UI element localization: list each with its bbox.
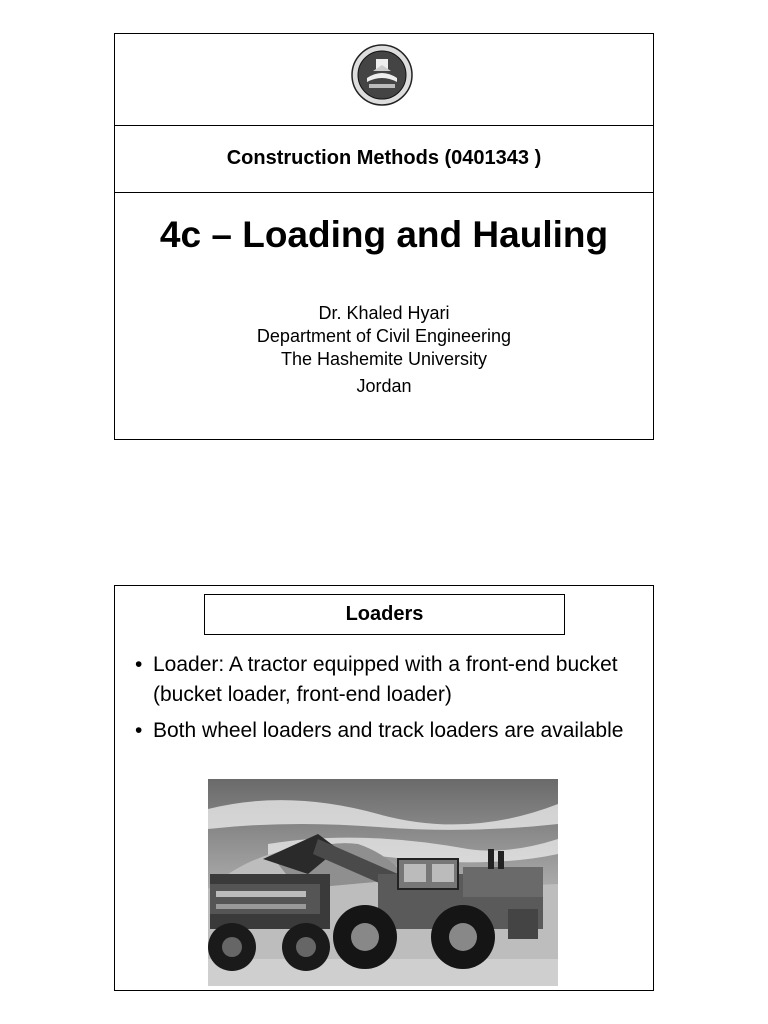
bullet-list — [133, 650, 638, 752]
slide-title: Loaders — [204, 594, 565, 635]
course-name: Construction Methods (0401343 ) — [226, 147, 542, 169]
title-slide — [114, 33, 654, 440]
bullet-item: • Loader: A tractor equipped with a front-end bucket (bucket loader, front-end loader) — [133, 650, 638, 710]
loaders-slide — [114, 585, 654, 991]
logo-band — [115, 34, 653, 126]
author-country: Jordan — [356, 376, 412, 396]
course-header — [115, 125, 653, 193]
author-university: The Hashemite University — [280, 349, 488, 369]
author-name: Dr. Khaled Hyari — [318, 303, 450, 323]
bullet-item: • Both wheel loaders and track loaders are available — [133, 716, 638, 746]
author-block — [115, 302, 653, 371]
university-logo — [351, 44, 413, 106]
lecture-title: 4c – Loading and Hauling — [159, 214, 609, 255]
svg-text:• • • •: • • • • — [373, 96, 391, 102]
author-department: Department of Civil Engineering — [256, 326, 512, 346]
loader-photo — [208, 779, 558, 986]
